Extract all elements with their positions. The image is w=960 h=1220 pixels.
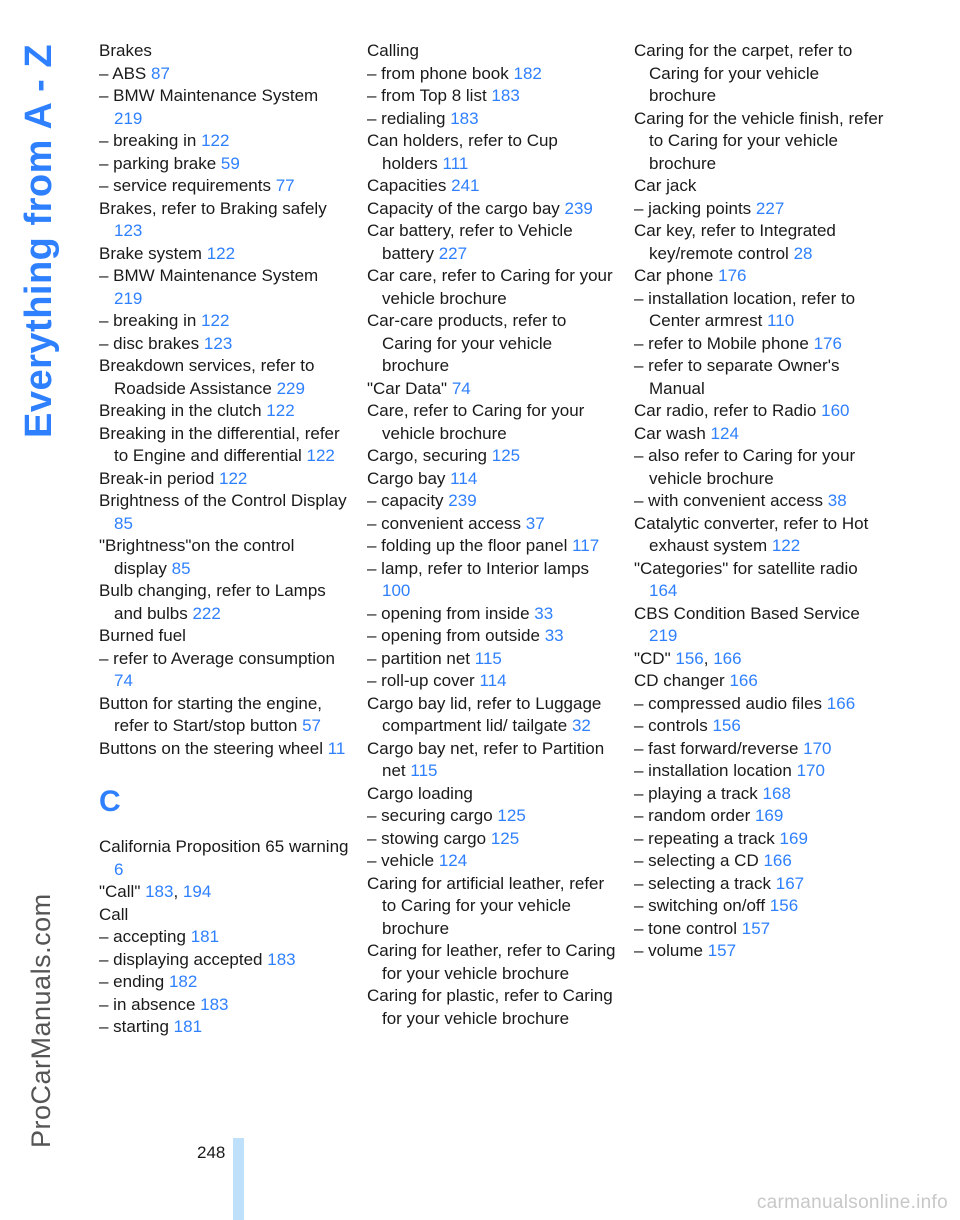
index-term: California Proposition 65 warning: [99, 837, 349, 856]
page-reference-link[interactable]: 169: [754, 806, 784, 825]
index-term: – refer to Mobile phone: [634, 333, 809, 353]
index-entry: [634, 40, 884, 108]
index-term: Capacity of the cargo bay: [367, 198, 560, 218]
index-term: Car radio, refer to Radio: [634, 401, 817, 420]
index-term: "Call": [99, 882, 141, 901]
index-entry: [367, 873, 617, 941]
page-reference-link[interactable]: 123: [114, 221, 143, 240]
page-reference-link[interactable]: 167: [775, 873, 805, 893]
page-reference-link[interactable]: 227: [755, 198, 785, 218]
index-term: Brakes: [99, 41, 152, 60]
index-term: Bulb changing, refer to Lamps and bulbs: [99, 581, 326, 623]
page-reference-link[interactable]: 181: [190, 927, 220, 946]
page-reference-link[interactable]: 122: [219, 468, 248, 488]
index-term: Care, refer to Caring for your vehicle brochure: [367, 401, 585, 443]
index-entry: [634, 400, 884, 423]
index-entry: [99, 904, 349, 927]
index-term: – convenient access: [367, 513, 522, 533]
index-term: – repeating a track: [634, 828, 775, 848]
index-term: – stowing cargo: [367, 828, 487, 848]
index-entry: [634, 715, 884, 738]
index-entry: [99, 63, 349, 86]
page-reference-link[interactable]: 194: [182, 882, 212, 901]
page-reference-link[interactable]: 122: [266, 401, 295, 420]
index-entry: [99, 994, 349, 1017]
page-reference-link[interactable]: 166: [729, 671, 758, 690]
index-entry: [367, 265, 617, 310]
page-reference-link[interactable]: 183: [200, 994, 229, 1014]
index-term: – securing cargo: [367, 806, 493, 825]
index-term: – refer to Average consumption: [99, 648, 335, 668]
page-reference-link[interactable]: 183: [145, 882, 174, 901]
index-entry: "Call" 183, 194: [99, 882, 212, 901]
index-entry: [634, 918, 884, 941]
index-entry: [99, 625, 349, 648]
index-entry: [634, 603, 884, 648]
footer-watermark: carmanualsonline.info: [756, 1192, 948, 1213]
page-reference-link[interactable]: 176: [718, 266, 747, 285]
index-entry: [634, 850, 884, 873]
index-column-1: [99, 40, 349, 1039]
page-reference-link[interactable]: 124: [710, 423, 739, 443]
index-entry: [367, 468, 617, 491]
index-term: Car wash: [634, 423, 706, 443]
index-term: – BMW Maintenance System: [99, 86, 319, 105]
section-title: Everything from A - Z: [18, 43, 60, 438]
index-entry: [99, 198, 349, 243]
index-entry: [367, 738, 617, 783]
index-entry: [367, 63, 617, 86]
index-term: Caring for leather, refer to Caring for your vehicle brochure: [367, 941, 616, 983]
index-term: Cargo bay net, refer to Partition net: [367, 738, 605, 780]
index-term: – vehicle: [367, 851, 435, 870]
index-term: Car jack: [634, 176, 697, 195]
page-reference-link[interactable]: 77: [275, 176, 295, 195]
page-reference-link[interactable]: 222: [192, 603, 221, 623]
index-entry: [634, 198, 884, 221]
index-term: Caring for artificial leather, refer to Caring for your vehicle brochure: [367, 873, 605, 938]
index-term: – disc brakes: [99, 333, 200, 353]
index-entry: [367, 783, 617, 806]
index-term: Caring for plastic, refer to Caring for your vehicle brochure: [367, 986, 613, 1028]
page-reference-link[interactable]: 183: [491, 86, 520, 105]
index-term: Brightness of the Control Display: [99, 491, 347, 510]
index-entry: [634, 108, 884, 176]
index-term: – in absence: [99, 994, 196, 1014]
index-term: – from phone book: [367, 63, 509, 83]
index-entry: [99, 693, 349, 738]
index-term: – parking brake: [99, 153, 217, 173]
index-term: – breaking in: [99, 311, 197, 330]
index-entry: [99, 836, 349, 881]
page-reference-link[interactable]: 219: [114, 108, 143, 128]
index-entry: [367, 445, 617, 468]
page-reference-link[interactable]: 156: [675, 648, 704, 668]
page-reference-link[interactable]: 183: [450, 108, 479, 128]
index-entry: [99, 243, 349, 266]
page-reference-link[interactable]: 114: [450, 468, 478, 488]
index-term: – from Top 8 list: [367, 86, 487, 105]
index-term: – redialing: [367, 108, 446, 128]
index-entry: [99, 265, 349, 310]
index-entry: [367, 535, 617, 558]
index-entry: [367, 558, 617, 603]
page-reference-link[interactable]: 57: [302, 716, 321, 735]
index-column-3: [634, 40, 884, 963]
page-reference-link[interactable]: 157: [741, 918, 771, 938]
index-term: Buttons on the steering wheel: [99, 738, 323, 758]
index-term: – accepting: [99, 927, 186, 946]
index-term: – compressed audio files: [634, 693, 823, 713]
index-term: – selecting a track: [634, 873, 772, 893]
page-reference-link[interactable]: 170: [803, 738, 832, 758]
index-entry: [367, 625, 617, 648]
index-term: – opening from inside: [367, 603, 530, 623]
index-entry: [367, 805, 617, 828]
index-column-2: [367, 40, 617, 1030]
index-term: – tone control: [634, 918, 738, 938]
index-term: – fast forward/reverse: [634, 738, 799, 758]
index-entry: [634, 445, 884, 490]
index-term: – installation location, refer to Center armrest: [634, 288, 856, 330]
index-term: – service requirements: [99, 176, 271, 195]
index-term: – volume: [634, 941, 703, 960]
index-term: Car phone: [634, 266, 714, 285]
index-entry: [367, 850, 617, 873]
index-term: "Car Data": [367, 378, 448, 398]
page-reference-link[interactable]: 122: [206, 243, 236, 263]
index-entry: [367, 940, 617, 985]
page-reference-link[interactable]: 156: [769, 896, 799, 915]
index-entry: [634, 760, 884, 783]
page-reference-link[interactable]: 166: [713, 648, 742, 668]
index-entry: [367, 378, 617, 401]
page-reference-link[interactable]: 241: [451, 176, 480, 195]
index-term: – breaking in: [99, 131, 197, 150]
index-term: – refer to separate Owner's Manual: [634, 356, 840, 398]
index-entry: [367, 175, 617, 198]
index-entry: [99, 130, 349, 153]
index-entry: [99, 926, 349, 949]
index-entry: [99, 535, 349, 580]
page-reference-link[interactable]: 125: [490, 828, 520, 848]
index-term: Calling: [367, 41, 419, 60]
index-term: Capacities: [367, 176, 447, 195]
index-term: Call: [99, 904, 129, 924]
index-term: – also refer to Caring for your vehicle brochure: [634, 446, 856, 488]
index-term: Button for starting the engine, refer to Start/stop button: [99, 693, 323, 735]
index-term: – with convenient access: [634, 491, 823, 510]
index-term: – controls: [634, 716, 708, 735]
page-reference-link[interactable]: 6: [114, 859, 124, 879]
index-term: Break-in period: [99, 468, 215, 488]
index-term: Caring for the carpet, refer to Caring for your vehicle brochure: [634, 41, 853, 105]
index-term: – capacity: [367, 491, 444, 510]
index-entry: [634, 513, 884, 558]
page-reference-link[interactable]: 239: [448, 491, 477, 510]
page-reference-link[interactable]: 37: [525, 513, 545, 533]
index-term: – lamp, refer to Interior lamps: [367, 558, 590, 578]
index-entry: [99, 580, 349, 625]
page-reference-link[interactable]: 32: [571, 716, 591, 735]
index-term: Burned fuel: [99, 626, 186, 645]
index-entry: "CD" 156, 166: [634, 648, 742, 668]
index-entry: [367, 670, 617, 693]
index-entry: [99, 400, 349, 423]
page-reference-link[interactable]: 117: [572, 536, 600, 555]
page-reference-link[interactable]: 227: [438, 243, 468, 263]
index-term: Cargo bay: [367, 468, 446, 488]
index-entry: [99, 738, 349, 761]
index-entry: [367, 648, 617, 671]
side-watermark: ProCarManuals.com: [26, 893, 56, 1148]
index-entry: [634, 670, 884, 693]
page-reference-link[interactable]: 156: [712, 716, 741, 735]
page-reference-link[interactable]: 169: [779, 828, 808, 848]
page-reference-link[interactable]: 85: [114, 513, 133, 533]
index-entry: [634, 693, 884, 716]
index-entry: [99, 333, 349, 356]
index-entry: [634, 423, 884, 446]
page-reference-link[interactable]: 182: [513, 63, 542, 83]
index-entry: [634, 873, 884, 896]
index-entry: [99, 949, 349, 972]
index-entry: [634, 940, 884, 963]
side-margin: [0, 0, 90, 1220]
index-entry: [367, 693, 617, 738]
index-term: Breaking in the differential, refer to Engine and differential: [99, 423, 340, 465]
index-term: – roll-up cover: [367, 671, 475, 690]
page-reference-link[interactable]: 176: [813, 333, 842, 353]
index-entry: [367, 985, 617, 1030]
page-reference-link[interactable]: 122: [201, 131, 230, 150]
page-reference-link[interactable]: 183: [267, 949, 296, 969]
index-term: – random order: [634, 806, 751, 825]
page-reference-link[interactable]: 115: [410, 761, 438, 780]
index-entry: [99, 971, 349, 994]
index-term: – BMW Maintenance System: [99, 266, 319, 285]
index-term: – opening from outside: [367, 626, 540, 645]
index-term: CD changer: [634, 671, 725, 690]
index-term: Cargo bay lid, refer to Luggage compartment lid/ tailgate: [367, 693, 602, 735]
index-term: – playing a track: [634, 783, 758, 803]
index-term: Car-care products, refer to Caring for your vehicle brochure: [367, 311, 567, 375]
page-reference-link[interactable]: 125: [491, 446, 521, 465]
index-term: Brakes, refer to Braking safely: [99, 198, 327, 218]
page-reference-link[interactable]: 115: [474, 648, 502, 668]
index-entry: [99, 648, 349, 693]
index-entry: [367, 310, 617, 378]
page-reference-link[interactable]: 181: [173, 1017, 203, 1036]
index-entry: [367, 85, 617, 108]
page-reference-link[interactable]: 123: [203, 333, 233, 353]
index-term: Breakdown services, refer to Roadside Assistance: [99, 356, 315, 398]
index-entry: [367, 40, 617, 63]
page-reference-link[interactable]: 33: [534, 603, 554, 623]
page-reference-link[interactable]: 38: [827, 491, 847, 510]
page-reference-link[interactable]: 229: [276, 378, 305, 398]
index-entry: [99, 355, 349, 400]
index-entry: [367, 108, 617, 131]
page-reference-link[interactable]: 33: [544, 626, 564, 645]
index-entry: [99, 490, 349, 535]
index-entry: [99, 175, 349, 198]
index-entry: [634, 895, 884, 918]
index-term: – ending: [99, 972, 165, 991]
index-term: Cargo, securing: [367, 446, 488, 465]
page-reference-link[interactable]: 219: [649, 626, 678, 645]
index-entry: [367, 828, 617, 851]
page-reference-link[interactable]: 59: [220, 153, 240, 173]
page-reference-link[interactable]: 74: [451, 378, 471, 398]
page-reference-link[interactable]: 85: [171, 558, 191, 578]
index-term: CBS Condition Based Service: [634, 603, 860, 623]
index-entry: [634, 783, 884, 806]
page-reference-link[interactable]: 182: [168, 972, 198, 991]
index-term: Brake system: [99, 243, 202, 263]
page-reference-link[interactable]: 122: [306, 446, 335, 465]
index-term: Cargo loading: [367, 783, 473, 803]
index-entry: [634, 220, 884, 265]
page-reference-link[interactable]: 114: [479, 671, 507, 690]
index-letter-heading: C: [99, 785, 121, 818]
index-entry: [367, 490, 617, 513]
page-reference-link[interactable]: 11: [327, 738, 346, 758]
index-entry: [367, 130, 617, 175]
index-entry: [367, 220, 617, 265]
page-reference-link[interactable]: 168: [762, 783, 791, 803]
index-entry: [99, 310, 349, 333]
index-entry: [99, 153, 349, 176]
index-entry: [634, 558, 884, 603]
index-term: – partition net: [367, 648, 471, 668]
index-entry: [634, 490, 884, 513]
index-term: Car battery, refer to Vehicle battery: [367, 221, 573, 263]
index-term: "CD": [634, 648, 671, 668]
page-reference-link[interactable]: 219: [114, 288, 143, 308]
page-reference-link[interactable]: 170: [796, 761, 825, 780]
index-entry: [634, 288, 884, 333]
index-entry: [99, 468, 349, 491]
index-term: – selecting a CD: [634, 851, 759, 870]
page-reference-link[interactable]: 125: [497, 806, 526, 825]
index-term: – displaying accepted: [99, 949, 263, 969]
index-term: – switching on/off: [634, 896, 766, 915]
index-term: – starting: [99, 1017, 169, 1036]
index-entry: [634, 828, 884, 851]
page-reference-link[interactable]: 124: [438, 851, 468, 870]
page-reference-link[interactable]: 110: [767, 311, 795, 330]
index-term: – jacking points: [634, 198, 752, 218]
index-term: Caring for the vehicle finish, refer to Caring for your vehicle brochure: [634, 108, 884, 173]
index-entry: [634, 333, 884, 356]
page-reference-link[interactable]: 122: [771, 536, 801, 555]
index-term: "Brightness"on the control display: [99, 536, 295, 578]
index-entry: [367, 603, 617, 626]
index-entry: [99, 85, 349, 130]
index-entry: [634, 175, 884, 198]
index-entry: [367, 513, 617, 536]
index-entry: [367, 400, 617, 445]
page-reference-link[interactable]: 28: [793, 243, 813, 263]
index-entry: [634, 805, 884, 828]
index-term: "Categories" for satellite radio: [634, 558, 858, 578]
index-entry: [99, 423, 349, 468]
index-term: Car key, refer to Integrated key/remote control: [634, 221, 836, 263]
page-reference-link[interactable]: 74: [114, 671, 133, 690]
index-entry: [99, 1016, 349, 1039]
index-term: – ABS: [99, 63, 147, 83]
page-reference-link[interactable]: 166: [763, 851, 792, 870]
index-term: Catalytic converter, refer to Hot exhaust system: [634, 513, 869, 555]
page-reference-link[interactable]: 160: [821, 401, 850, 420]
page-reference-link[interactable]: 87: [151, 63, 170, 83]
index-entry: [367, 198, 617, 221]
index-term: Breaking in the clutch: [99, 401, 262, 420]
page-reference-link[interactable]: 239: [564, 198, 593, 218]
index-term: – installation location: [634, 761, 792, 780]
page-reference-link[interactable]: 166: [826, 693, 856, 713]
index-entry: [634, 738, 884, 761]
index-entry: [99, 40, 349, 63]
page-marker-bar: [233, 1138, 244, 1220]
index-term: Can holders, refer to Cup holders: [367, 131, 558, 173]
index-term: Car care, refer to Caring for your vehicle brochure: [367, 266, 613, 308]
page-reference-link[interactable]: 122: [201, 311, 230, 330]
index-entry: [634, 355, 884, 400]
page-reference-link[interactable]: 100: [382, 581, 411, 600]
page-reference-link[interactable]: 157: [707, 941, 737, 960]
index-entry: [634, 265, 884, 288]
page-reference-link[interactable]: 111: [442, 153, 469, 173]
page-number: 248: [197, 1143, 226, 1162]
page-reference-link[interactable]: 164: [649, 581, 678, 600]
index-term: – folding up the floor panel: [367, 536, 568, 555]
